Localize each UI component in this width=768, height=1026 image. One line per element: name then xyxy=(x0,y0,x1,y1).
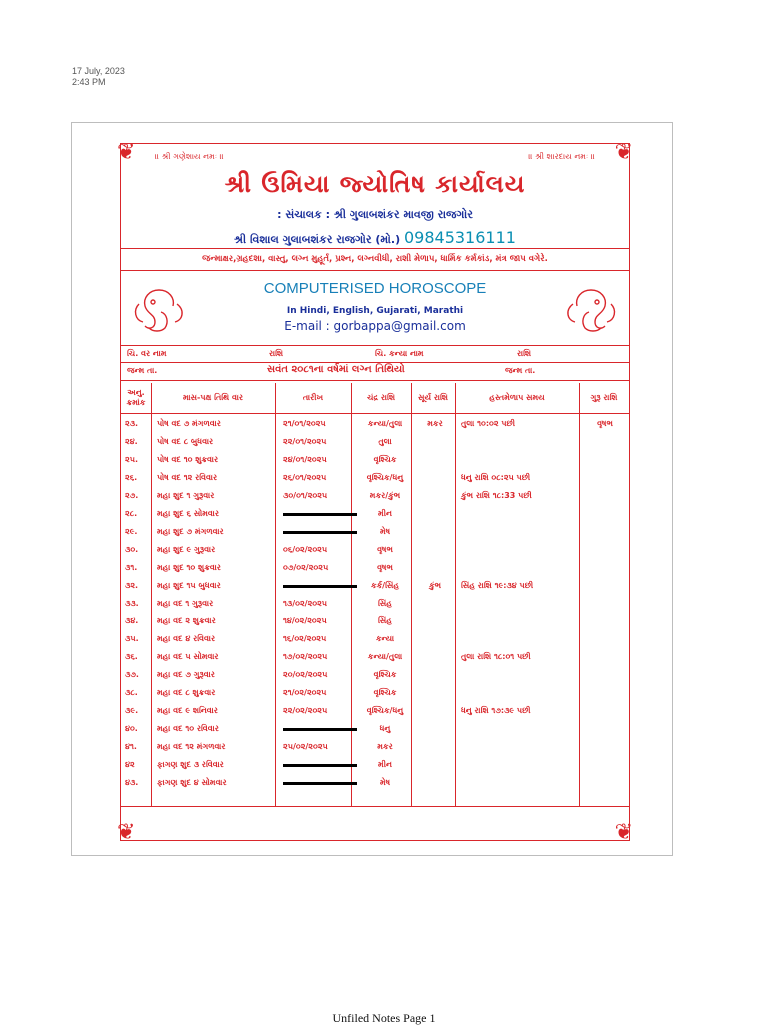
table-header xyxy=(121,383,629,414)
cell-tithi: મહા વદ ૯ શનિવાર xyxy=(157,706,218,716)
cell-chandra: સિંહ xyxy=(378,598,392,608)
cell-chandra: મીન xyxy=(378,508,392,518)
table-row xyxy=(121,452,629,470)
cell-date: ૦૬/૦૨/૨૦૨૫ xyxy=(283,544,328,554)
cell-chandra: કન્યા/તુલા xyxy=(367,652,403,662)
table-row xyxy=(121,524,629,542)
note-timestamp xyxy=(72,66,125,88)
header-num: અનુ. ક્રમાંક xyxy=(126,388,146,407)
cell-surya: કુંભ xyxy=(428,580,442,590)
cell-tithi: મહા વદ ૪ રવિવાર xyxy=(157,634,216,644)
cell-num: ૨૫. xyxy=(125,454,138,464)
cell-num: ૨૭. xyxy=(125,490,139,500)
cell-tithi: મહા વદ ૧૦ રવિવાર xyxy=(157,724,219,734)
divider xyxy=(121,248,629,249)
redaction-strike xyxy=(283,531,357,534)
languages-line: In Hindi, English, Gujarati, Marathi xyxy=(286,306,464,316)
cell-tithi: મહા શુદ ૧૫ બુધવાર xyxy=(157,580,221,590)
cell-chandra: વૃશ્ચિક/ધનુ xyxy=(366,706,404,716)
groom-name-label: ચિ. વર નામ xyxy=(127,349,167,358)
cell-guru: વૃષભ xyxy=(597,419,613,428)
cell-chandra: તુલા xyxy=(378,436,392,446)
cell-num: ૩૩. xyxy=(125,598,139,608)
table-row xyxy=(121,506,629,524)
cell-tithi: મહા શુદ ૧૦ શુક્રવાર xyxy=(157,562,221,572)
cell-date: ૨૪/૦૧/૨૦૨૫ xyxy=(283,454,327,464)
cell-tithi: ફાગણ શુદ ૩ રવિવાર xyxy=(157,760,224,770)
cell-num: ૩૨. xyxy=(125,580,139,590)
table-row xyxy=(121,488,629,506)
cell-date: ૨૧/૦૧/૨૦૨૫ xyxy=(283,419,326,428)
cell-date xyxy=(283,527,357,536)
email-line: E-mail : gorbappa@gmail.com xyxy=(284,319,466,333)
cell-tithi: ફાગણ શુદ ૪ સોમવાર xyxy=(157,778,227,787)
cell-date xyxy=(283,509,357,518)
cell-chandra: કન્યા xyxy=(375,634,395,644)
cell-chandra: કન્યા/તુલા xyxy=(367,419,403,428)
cell-tithi: પોષ વદ ૧૦ શુક્રવાર xyxy=(157,454,219,464)
header-chandra: ચંદ્ર રાશિ xyxy=(367,393,395,402)
table-row xyxy=(121,703,629,721)
cell-tithi: મહા શુદ ૭ મંગળવાર xyxy=(157,526,224,536)
cell-num: ૩૪. xyxy=(125,616,139,626)
note-time: 2:43 PM xyxy=(72,77,106,87)
redaction-strike xyxy=(283,728,357,731)
birth-date-label: જન્મ તા. xyxy=(505,366,536,375)
cell-tithi: મહા વદ ૮ શુક્રવાર xyxy=(157,688,216,698)
cell-hast: તુલા રાશિ ૧૮:૦૧ પછી xyxy=(461,652,531,662)
corner-ornament-icon: ❦ xyxy=(614,820,633,845)
table-row xyxy=(121,721,629,739)
cell-num: ૩૧. xyxy=(125,562,138,572)
contact-line xyxy=(121,228,629,247)
cell-tithi: મહા વદ ૧૨ મંગળવાર xyxy=(157,742,226,752)
cell-num: ૩૮. xyxy=(125,688,138,698)
cell-chandra: વૃશ્ચિક xyxy=(373,454,397,464)
cell-date xyxy=(283,760,357,769)
table-row xyxy=(121,434,629,452)
cell-num: ૪૦. xyxy=(125,724,138,734)
cell-chandra: સિંહ xyxy=(378,616,392,626)
header-guru: ગુરૂ રાશિ xyxy=(590,393,618,402)
table-row xyxy=(121,649,629,667)
cell-chandra: વૃશ્ચિક xyxy=(373,670,397,680)
cell-chandra: વૃષભ xyxy=(377,544,393,554)
cell-tithi: પોષ વદ ૭ મંગળવાર xyxy=(157,419,221,428)
corner-ornament-icon: ❦ xyxy=(117,140,136,165)
greeting-right: ॥ શ્રી શારદાય નમઃ ॥ xyxy=(528,152,595,161)
rashi-label: રાશિ xyxy=(269,349,284,358)
birth-date-label: જન્મ તા. xyxy=(127,366,158,375)
cell-num: ૨૬. xyxy=(125,472,138,482)
corner-ornament-icon: ❦ xyxy=(614,140,633,165)
header-tithi: માસ-પક્ષ તિથિ વાર xyxy=(182,393,244,402)
cell-date: ૩૦/૦૧/૨૦૨૫ xyxy=(283,490,328,500)
director-line: : સંચાલક : શ્રી ગુલાબશંકર માવજી રાજગોર xyxy=(277,208,473,221)
redaction-strike xyxy=(283,764,357,767)
table-row xyxy=(121,775,629,793)
rashi-label: રાશિ xyxy=(517,349,532,358)
table-row xyxy=(121,416,629,434)
corner-ornament-icon: ❦ xyxy=(117,820,136,845)
contact-name: શ્રી વિશાલ ગુલાબશંકર રાજગોર (મો.) xyxy=(234,233,401,246)
cell-tithi: મહા વદ ૫ સોમવાર xyxy=(157,652,219,662)
cell-tithi: મહા શુદ ૯ ગુરૂવાર xyxy=(157,544,216,554)
cell-num: ૨૪. xyxy=(125,436,138,446)
cell-date xyxy=(283,778,357,787)
cell-hast: સિંહ રાશિ ૧૯:૩૪ પછી xyxy=(461,580,534,590)
redaction-strike xyxy=(283,585,357,588)
cell-date: ૦૭/૦૨/૨૦૨૫ xyxy=(283,562,329,572)
cell-date: ૨૧/૦૨/૨૦૨૫ xyxy=(283,688,327,698)
cell-chandra: વૃશ્ચિક xyxy=(373,688,397,698)
table-row xyxy=(121,739,629,757)
header-date: તારીખ xyxy=(302,393,324,402)
divider xyxy=(121,345,629,346)
cell-tithi: પોષ વદ ૧૨ રવિવાર xyxy=(157,472,218,482)
computerised-horoscope: COMPUTERISED HOROSCOPE xyxy=(263,280,487,297)
samvat-heading: સવંત ૨૦૮૧ના વર્ષમાં લગ્ન તિથિયો xyxy=(267,364,405,375)
table-row xyxy=(121,631,629,649)
cell-chandra: વૃશ્ચિક/ધનુ xyxy=(366,472,404,482)
cell-chandra: મકર xyxy=(377,742,393,752)
bride-name-label: ચિ. કન્યા નામ xyxy=(375,349,424,358)
table-bottom-rule xyxy=(121,806,629,807)
divider xyxy=(121,270,629,271)
header-hast: હસ્તમેળાપ સમય xyxy=(489,393,545,402)
cell-date xyxy=(283,581,357,590)
table-row xyxy=(121,560,629,578)
cell-num: ૩૯. xyxy=(125,706,139,716)
cell-date: ૨૫/૦૨/૨૦૨૫ xyxy=(283,742,328,752)
divider xyxy=(121,380,629,381)
cell-num: ૪૨ xyxy=(125,760,135,770)
cell-num: ૨૩. xyxy=(125,419,139,428)
cell-chandra: વૃષભ xyxy=(377,562,393,572)
table-row xyxy=(121,685,629,703)
wedding-dates-card xyxy=(117,140,633,845)
cell-date: ૨૦/૦૨/૨૦૨૫ xyxy=(283,670,328,680)
redaction-strike xyxy=(283,782,357,785)
table-row xyxy=(121,470,629,488)
cell-date: ૨૬/૦૧/૨૦૨૫ xyxy=(283,472,327,482)
cell-tithi: પોષ વદ ૮ બુધવાર xyxy=(157,436,214,446)
cell-chandra: મેષ xyxy=(379,526,391,536)
cell-num: ૪૧. xyxy=(125,742,137,752)
table-row xyxy=(121,542,629,560)
cell-date: ૧૩/૦૨/૨૦૨૫ xyxy=(283,598,328,608)
cell-num: ૩૭. xyxy=(125,670,139,680)
table-row xyxy=(121,613,629,631)
table-row xyxy=(121,667,629,685)
table-row xyxy=(121,596,629,614)
redaction-strike xyxy=(283,513,357,516)
cell-date: ૨૨/૦૨/૨૦૨૫ xyxy=(283,706,328,716)
cell-chandra: મકર/કુંભ xyxy=(369,490,401,500)
contact-phone: 09845316111 xyxy=(403,228,516,247)
cell-date: ૧૭/૦૨/૨૦૨૫ xyxy=(283,652,328,662)
cell-num: ૨૯. xyxy=(125,526,138,536)
cell-tithi: મહા વદ ૨ શુક્રવાર xyxy=(157,616,216,626)
cell-hast: કુંભ રાશિ ૧૮:33 પછી xyxy=(461,490,532,500)
divider xyxy=(121,362,629,363)
note-date: 17 July, 2023 xyxy=(72,66,125,76)
table-row xyxy=(121,757,629,775)
cell-num: ૩૦. xyxy=(125,544,139,554)
header-surya: સૂર્ય રાશિ xyxy=(418,393,448,402)
cell-chandra: કર્ક/સિંહ xyxy=(370,580,400,590)
cell-hast: ધનુ રાશિ ૧૭:૩૯ પછી xyxy=(461,706,531,716)
cell-num: ૩૬. xyxy=(125,652,138,662)
cell-num: ૪૩. xyxy=(125,778,139,787)
cell-tithi: મહા શુદ ૧ ગુરૂવાર xyxy=(157,490,215,500)
greeting-left: ॥ શ્રી ગણેશાય નમઃ ॥ xyxy=(155,152,224,161)
cell-num: ૩૫. xyxy=(125,634,139,644)
cell-surya: મકર xyxy=(427,419,443,428)
table-row xyxy=(121,578,629,596)
cell-hast: ધનુ રાશિ ૦૮:૨૫ પછી xyxy=(461,472,531,482)
cell-tithi: મહા વદ ૧ ગુરૂવાર xyxy=(157,598,214,608)
cell-chandra: મીન xyxy=(378,760,392,770)
cell-date: ૧૪/૦૨/૨૦૨૫ xyxy=(283,616,327,626)
services-line: જન્માક્ષર,ગ્રહદશા, વાસ્તુ, લગ્ન મુહૂર્ત, પ્રશ્ન, લગ્નવીધી, રાશી મેળાપ, ધાર્મિક કર્મકાંડ, મંત્ર જાપ વગેરે. xyxy=(202,254,548,264)
office-title: શ્રી ઉમિયા જ્યોતિષ કાર્યાલય xyxy=(224,170,526,198)
cell-tithi: મહા વદ ૭ ગુરૂવાર xyxy=(157,670,215,680)
cell-date: ૧૬/૦૨/૨૦૨૫ xyxy=(283,634,327,644)
cell-date: ૨૨/૦૧/૨૦૨૫ xyxy=(283,436,327,446)
cell-tithi: મહા શુદ ૬ સોમવાર xyxy=(157,508,219,518)
cell-date xyxy=(283,724,357,733)
cell-chandra: મેષ xyxy=(379,778,391,787)
cell-hast: તુલા ૧૦:૦૨ પછી xyxy=(461,419,515,428)
cell-chandra: ધનુ xyxy=(379,724,391,734)
page-footer: Unfiled Notes Page 1 xyxy=(332,1011,436,1025)
cell-num: ૨૮. xyxy=(125,508,138,518)
